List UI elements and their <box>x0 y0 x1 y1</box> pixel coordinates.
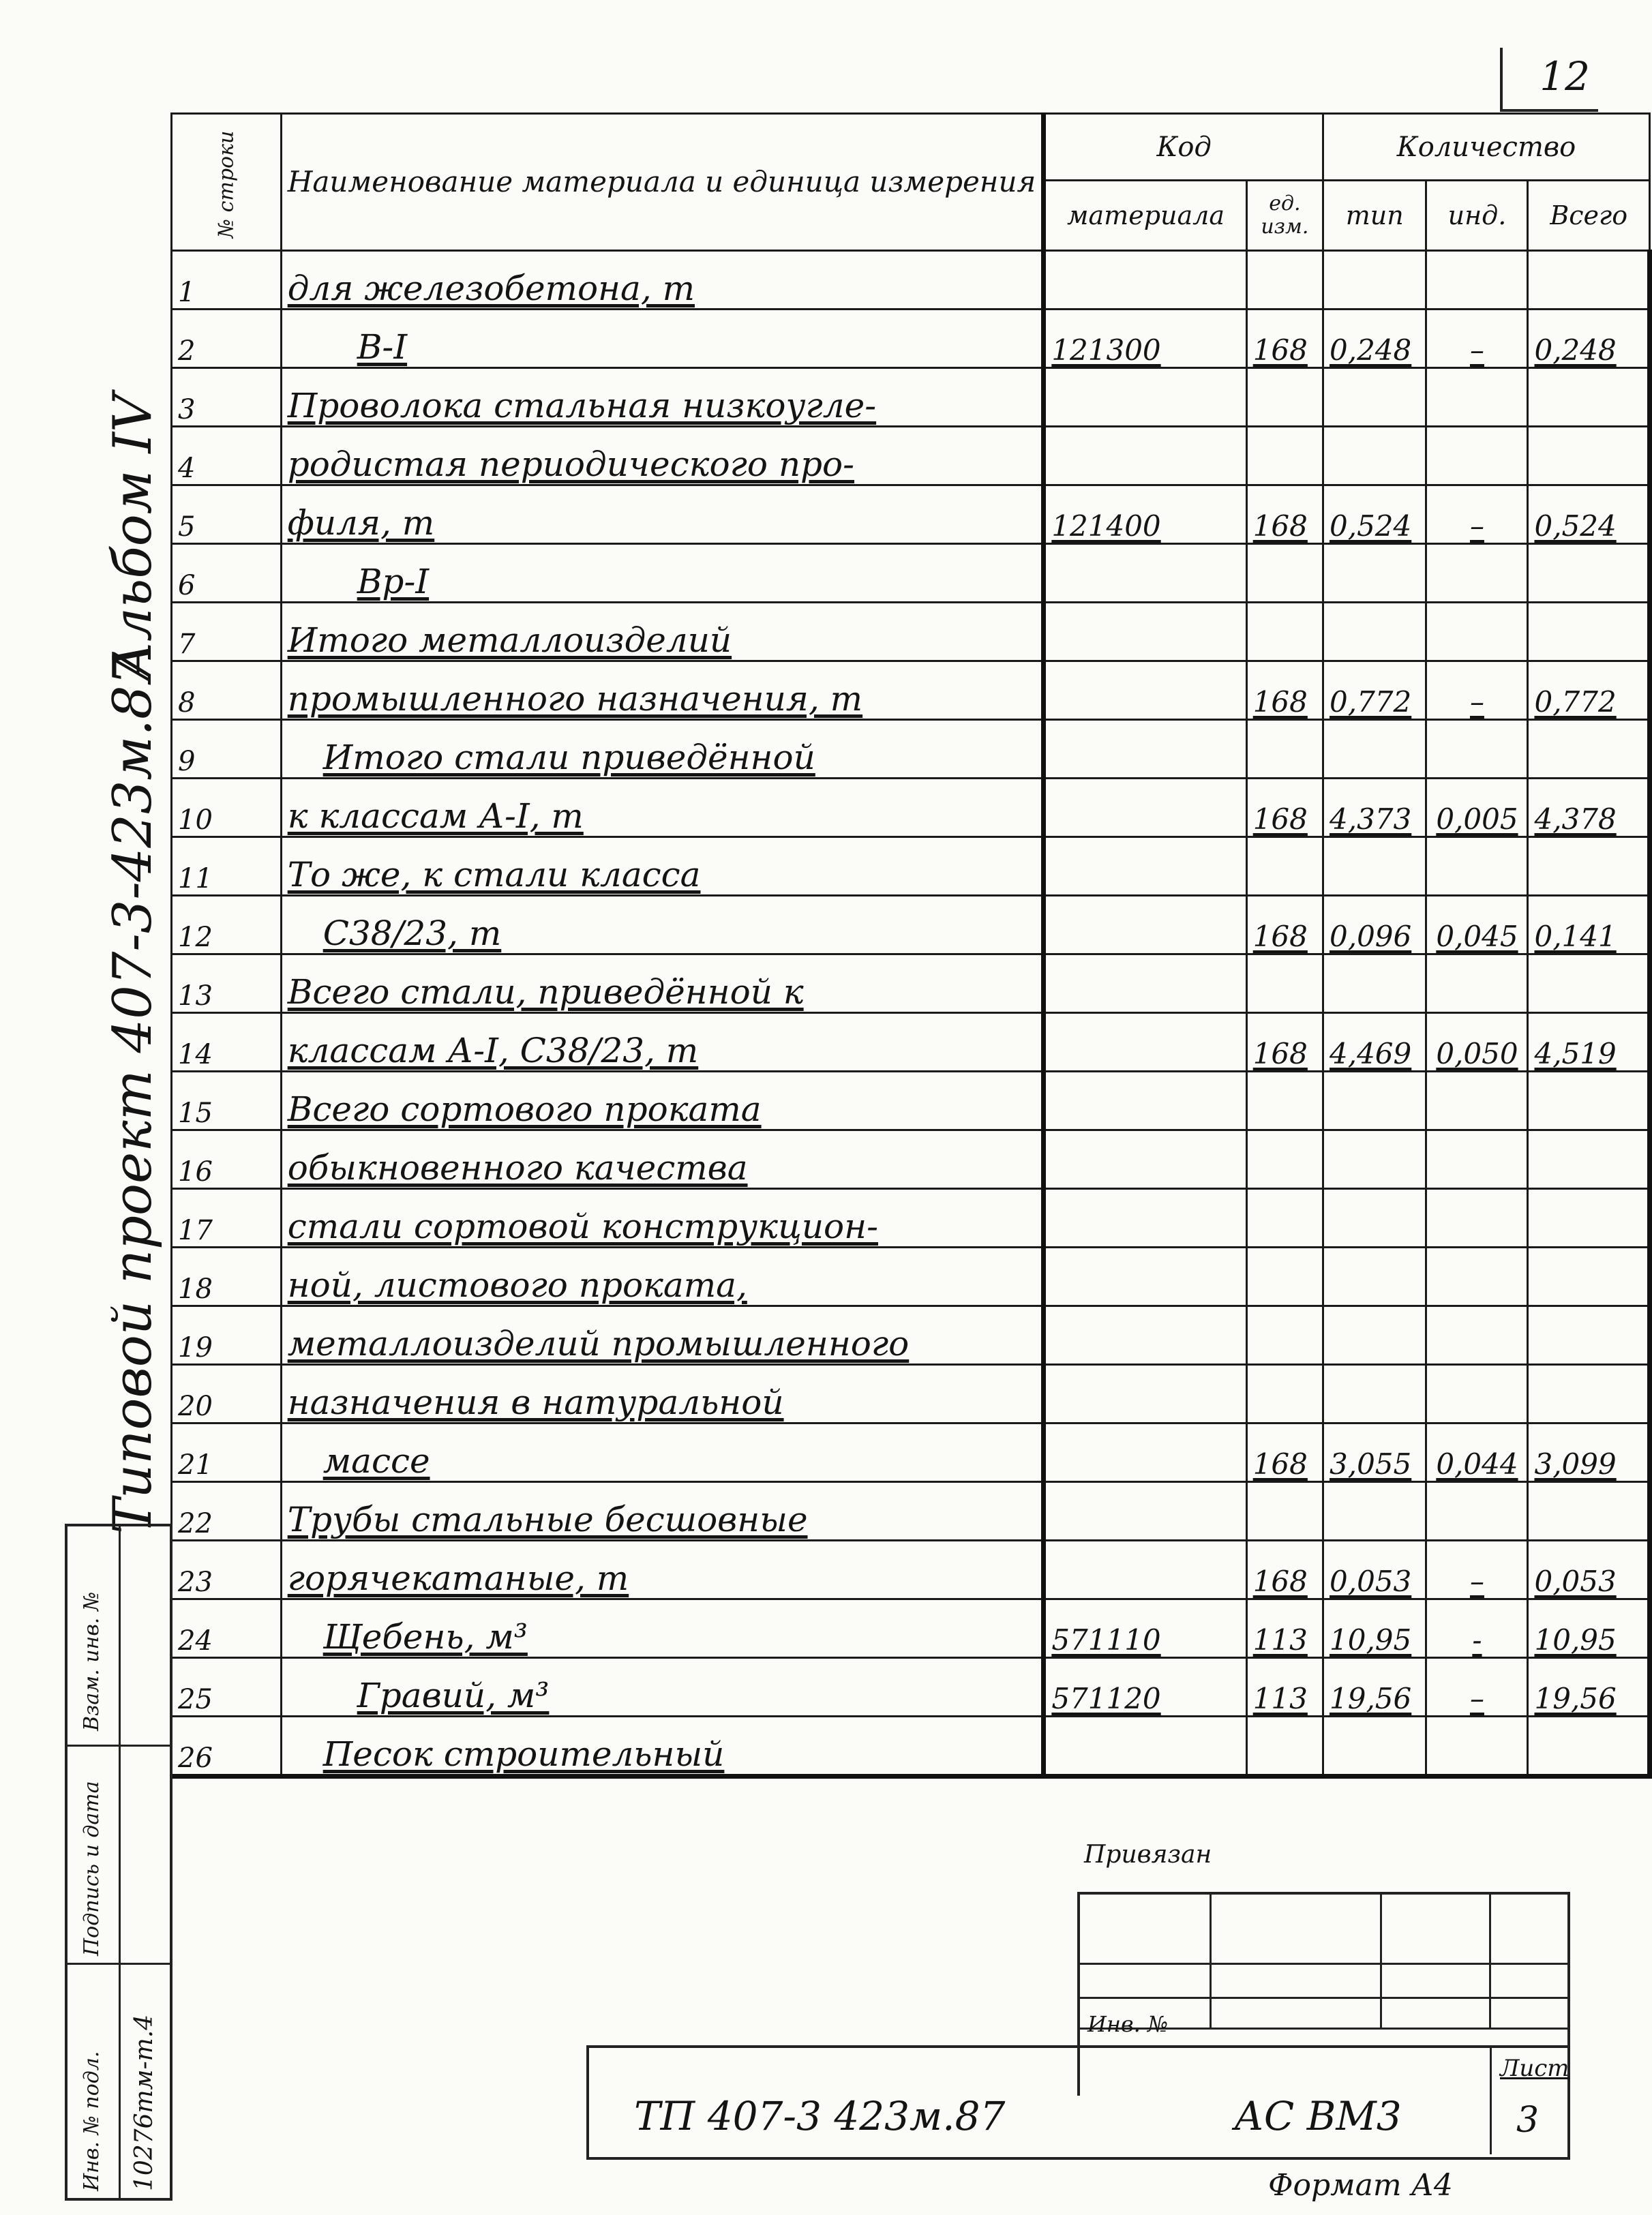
row-number: 18 <box>172 1248 282 1306</box>
row-total: 4,378 <box>1528 779 1650 837</box>
row-total <box>1528 544 1650 603</box>
row-ind: 0,050 <box>1426 1013 1528 1072</box>
row-material-code <box>1044 837 1246 896</box>
row-ind <box>1426 251 1528 310</box>
table-row <box>172 1599 1650 1658</box>
row-unit: 113 <box>1246 1599 1323 1658</box>
row-ind <box>1426 837 1528 896</box>
row-total <box>1528 1072 1650 1130</box>
row-unit: 168 <box>1246 485 1323 544</box>
row-material-code: 121300 <box>1044 310 1246 368</box>
row-ind <box>1426 1248 1528 1306</box>
row-total: 0,524 <box>1528 485 1650 544</box>
row-number: 16 <box>172 1130 282 1189</box>
row-total: 0,248 <box>1528 310 1650 368</box>
row-material-name: родистая периодического про- <box>281 427 1044 485</box>
header-total: Всего <box>1528 181 1650 251</box>
row-ind <box>1426 1717 1528 1777</box>
row-material-code <box>1044 427 1246 485</box>
row-total <box>1528 251 1650 310</box>
row-ind <box>1426 603 1528 661</box>
row-tip <box>1323 1072 1426 1130</box>
row-material-code <box>1044 1717 1246 1777</box>
row-material-name: С38/23, т <box>281 896 1044 954</box>
row-material-code <box>1044 1365 1246 1423</box>
table-row <box>172 1189 1650 1248</box>
document-mark: АС ВМ3 <box>1234 2093 1402 2139</box>
row-number: 9 <box>172 720 282 779</box>
row-ind <box>1426 1130 1528 1189</box>
row-total <box>1528 954 1650 1013</box>
row-tip: 0,524 <box>1323 485 1426 544</box>
row-material-name: для железобетона, т <box>281 251 1044 310</box>
row-material-code: 571110 <box>1044 1599 1246 1658</box>
table-row <box>172 1482 1650 1541</box>
table-row <box>172 1717 1650 1777</box>
row-material-code <box>1044 1072 1246 1130</box>
row-number: 14 <box>172 1013 282 1072</box>
table-row <box>172 1130 1650 1189</box>
row-material-code <box>1044 251 1246 310</box>
row-ind: 0,044 <box>1426 1423 1528 1482</box>
row-material-name: обыкновенного качества <box>281 1130 1044 1189</box>
row-material-code <box>1044 1189 1246 1248</box>
row-material-name: металлоизделий промышленного <box>281 1306 1044 1365</box>
row-number: 25 <box>172 1658 282 1717</box>
row-number: 8 <box>172 661 282 720</box>
row-unit <box>1246 954 1323 1013</box>
row-total: 4,519 <box>1528 1013 1650 1072</box>
table-row <box>172 779 1650 837</box>
row-unit <box>1246 544 1323 603</box>
row-material-name: стали сортовой конструкцион- <box>281 1189 1044 1248</box>
row-material-name: То же, к стали класса <box>281 837 1044 896</box>
row-ind <box>1426 544 1528 603</box>
row-material-name: ной, листового проката, <box>281 1248 1044 1306</box>
row-unit <box>1246 720 1323 779</box>
row-material-code <box>1044 1013 1246 1072</box>
row-material-code <box>1044 544 1246 603</box>
row-number: 2 <box>172 310 282 368</box>
header-material-name: Наименование материала и единица измерения <box>281 114 1044 251</box>
table-row <box>172 1423 1650 1482</box>
page-number-box <box>1500 48 1598 112</box>
row-material-code <box>1044 1130 1246 1189</box>
row-number: 20 <box>172 1365 282 1423</box>
row-unit: 168 <box>1246 1423 1323 1482</box>
header-qty-group: Количество <box>1323 114 1650 181</box>
row-number: 13 <box>172 954 282 1013</box>
album-title: Альбом IV <box>102 393 164 682</box>
row-material-code: 121400 <box>1044 485 1246 544</box>
table-row <box>172 603 1650 661</box>
table-row <box>172 661 1650 720</box>
row-unit <box>1246 427 1323 485</box>
row-total: 0,053 <box>1528 1541 1650 1599</box>
table-row <box>172 485 1650 544</box>
row-total: 0,141 <box>1528 896 1650 954</box>
row-unit: 168 <box>1246 896 1323 954</box>
row-tip: 3,055 <box>1323 1423 1426 1482</box>
row-material-code <box>1044 779 1246 837</box>
row-unit <box>1246 1072 1323 1130</box>
row-ind <box>1426 1306 1528 1365</box>
row-total <box>1528 837 1650 896</box>
row-material-name: Итого стали приведённой <box>281 720 1044 779</box>
table-row <box>172 837 1650 896</box>
row-total <box>1528 368 1650 427</box>
row-material-name: Всего стали, приведённой к <box>281 954 1044 1013</box>
row-material-name: горячекатаные, т <box>281 1541 1044 1599</box>
materials-table <box>170 112 1652 1779</box>
row-total: 19,56 <box>1528 1658 1650 1717</box>
row-number: 24 <box>172 1599 282 1658</box>
row-material-name: классам А-I, С38/23, т <box>281 1013 1044 1072</box>
row-material-code <box>1044 1482 1246 1541</box>
row-number: 4 <box>172 427 282 485</box>
row-material-code <box>1044 1248 1246 1306</box>
row-unit <box>1246 1365 1323 1423</box>
row-unit: 168 <box>1246 1013 1323 1072</box>
row-unit: 168 <box>1246 310 1323 368</box>
header-row-no-text: № строки <box>214 130 239 239</box>
row-tip: 4,373 <box>1323 779 1426 837</box>
row-material-name: Песок строительный <box>281 1717 1044 1777</box>
row-tip <box>1323 720 1426 779</box>
row-total <box>1528 1189 1650 1248</box>
header-ind: инд. <box>1426 181 1528 251</box>
inv-no-label: Инв. № <box>1087 2011 1169 2037</box>
header-row-no <box>172 114 282 251</box>
table-row <box>172 1013 1650 1072</box>
row-total: 0,772 <box>1528 661 1650 720</box>
row-material-name: Проволока стальная низкоугле- <box>281 368 1044 427</box>
row-ind <box>1426 1072 1528 1130</box>
row-tip: 0,772 <box>1323 661 1426 720</box>
row-material-name: промышленного назначения, т <box>281 661 1044 720</box>
row-number: 6 <box>172 544 282 603</box>
row-tip: 0,053 <box>1323 1541 1426 1599</box>
row-unit: 113 <box>1246 1658 1323 1717</box>
row-total <box>1528 1365 1650 1423</box>
row-ind: - <box>1426 1599 1528 1658</box>
row-material-code <box>1044 896 1246 954</box>
table-row <box>172 1365 1650 1423</box>
row-unit <box>1246 1306 1323 1365</box>
row-material-code <box>1044 1423 1246 1482</box>
table-row <box>172 1306 1650 1365</box>
row-total <box>1528 427 1650 485</box>
row-tip <box>1323 1189 1426 1248</box>
row-material-name: Гравий, м³ <box>281 1658 1044 1717</box>
row-material-name: массе <box>281 1423 1044 1482</box>
row-ind: 0,045 <box>1426 896 1528 954</box>
privyazan-label: Привязан <box>1084 1841 1212 1869</box>
row-material-code <box>1044 368 1246 427</box>
row-ind <box>1426 1365 1528 1423</box>
row-ind <box>1426 954 1528 1013</box>
row-tip <box>1323 251 1426 310</box>
row-material-name: Итого металлоизделий <box>281 603 1044 661</box>
stamp-inv-label: Инв. № подл. <box>80 2051 104 2191</box>
row-number: 3 <box>172 368 282 427</box>
row-tip <box>1323 1306 1426 1365</box>
row-unit: 168 <box>1246 661 1323 720</box>
table-row <box>172 310 1650 368</box>
row-tip: 0,096 <box>1323 896 1426 954</box>
row-unit <box>1246 368 1323 427</box>
row-total: 3,099 <box>1528 1423 1650 1482</box>
table-row <box>172 1658 1650 1717</box>
row-total <box>1528 1248 1650 1306</box>
table-row <box>172 427 1650 485</box>
row-number: 12 <box>172 896 282 954</box>
row-number: 17 <box>172 1189 282 1248</box>
row-unit <box>1246 1130 1323 1189</box>
row-number: 5 <box>172 485 282 544</box>
row-material-code <box>1044 603 1246 661</box>
row-material-name: Всего сортового проката <box>281 1072 1044 1130</box>
row-total <box>1528 1130 1650 1189</box>
table-row <box>172 1541 1650 1599</box>
row-ind: – <box>1426 1658 1528 1717</box>
row-unit <box>1246 1189 1323 1248</box>
row-material-name: Щебень, м³ <box>281 1599 1044 1658</box>
table-body <box>172 251 1650 1777</box>
header-tip: тип <box>1323 181 1426 251</box>
row-material-code <box>1044 954 1246 1013</box>
sheet-number: 3 <box>1516 2100 1540 2141</box>
stamp-replace-label: Взам. инв. № <box>80 1591 104 1731</box>
row-total <box>1528 603 1650 661</box>
row-tip <box>1323 603 1426 661</box>
document-code: ТП 407-3 423м.87 <box>634 2093 1006 2139</box>
row-material-code <box>1044 720 1246 779</box>
row-material-code <box>1044 1541 1246 1599</box>
row-ind <box>1426 1189 1528 1248</box>
row-material-code <box>1044 1306 1246 1365</box>
row-number: 19 <box>172 1306 282 1365</box>
row-tip <box>1323 954 1426 1013</box>
row-tip <box>1323 368 1426 427</box>
row-material-name: Вр-I <box>281 544 1044 603</box>
row-unit <box>1246 1248 1323 1306</box>
row-tip <box>1323 837 1426 896</box>
row-tip: 0,248 <box>1323 310 1426 368</box>
row-ind <box>1426 368 1528 427</box>
header-unit: ед. изм. <box>1246 181 1323 251</box>
row-unit <box>1246 1717 1323 1777</box>
row-material-name: В-I <box>281 310 1044 368</box>
row-unit <box>1246 837 1323 896</box>
format-label: Формат А4 <box>1268 2168 1453 2203</box>
row-total <box>1528 1717 1650 1777</box>
row-material-name: к классам А-I, т <box>281 779 1044 837</box>
stamp-inv-value: 10276тм-т.4 <box>130 2014 158 2191</box>
row-material-name: филя, т <box>281 485 1044 544</box>
row-ind <box>1426 720 1528 779</box>
header-material-code: материала <box>1044 181 1246 251</box>
row-number: 23 <box>172 1541 282 1599</box>
row-ind: – <box>1426 310 1528 368</box>
row-tip <box>1323 1482 1426 1541</box>
row-unit <box>1246 603 1323 661</box>
table-row <box>172 954 1650 1013</box>
row-tip <box>1323 1248 1426 1306</box>
table-row <box>172 544 1650 603</box>
row-total <box>1528 1482 1650 1541</box>
page-number: 12 <box>1540 53 1590 100</box>
row-tip <box>1323 544 1426 603</box>
row-ind: 0,005 <box>1426 779 1528 837</box>
row-ind: – <box>1426 485 1528 544</box>
row-unit: 168 <box>1246 779 1323 837</box>
row-total <box>1528 1306 1650 1365</box>
row-tip <box>1323 1130 1426 1189</box>
row-ind: – <box>1426 661 1528 720</box>
sheet-box <box>1490 2045 1570 2154</box>
row-ind: – <box>1426 1541 1528 1599</box>
row-total <box>1528 720 1650 779</box>
left-stamp <box>65 1524 172 2201</box>
table-row <box>172 368 1650 427</box>
row-material-code: 571120 <box>1044 1658 1246 1717</box>
sheet-label: Лист <box>1500 2055 1570 2082</box>
row-ind <box>1426 1482 1528 1541</box>
row-unit <box>1246 251 1323 310</box>
row-tip <box>1323 1717 1426 1777</box>
table-row <box>172 251 1650 310</box>
row-tip <box>1323 1365 1426 1423</box>
row-number: 21 <box>172 1423 282 1482</box>
row-number: 15 <box>172 1072 282 1130</box>
stamp-sign-label: Подпись и дата <box>80 1781 104 1956</box>
row-ind <box>1426 427 1528 485</box>
table-row <box>172 896 1650 954</box>
row-unit <box>1246 1482 1323 1541</box>
row-number: 7 <box>172 603 282 661</box>
table-row <box>172 1248 1650 1306</box>
row-material-name: назначения в натуральной <box>281 1365 1044 1423</box>
row-material-code <box>1044 661 1246 720</box>
row-unit: 168 <box>1246 1541 1323 1599</box>
row-tip <box>1323 427 1426 485</box>
row-tip: 19,56 <box>1323 1658 1426 1717</box>
row-material-name: Трубы стальные бесшовные <box>281 1482 1044 1541</box>
row-number: 26 <box>172 1717 282 1777</box>
row-number: 10 <box>172 779 282 837</box>
row-tip: 4,469 <box>1323 1013 1426 1072</box>
row-number: 22 <box>172 1482 282 1541</box>
row-tip: 10,95 <box>1323 1599 1426 1658</box>
table-row <box>172 1072 1650 1130</box>
row-number: 1 <box>172 251 282 310</box>
table-row <box>172 720 1650 779</box>
header-code-group: Код <box>1044 114 1323 181</box>
row-total: 10,95 <box>1528 1599 1650 1658</box>
project-title: Типовой проект 407-3-423м.87 <box>102 651 164 1534</box>
row-number: 11 <box>172 837 282 896</box>
